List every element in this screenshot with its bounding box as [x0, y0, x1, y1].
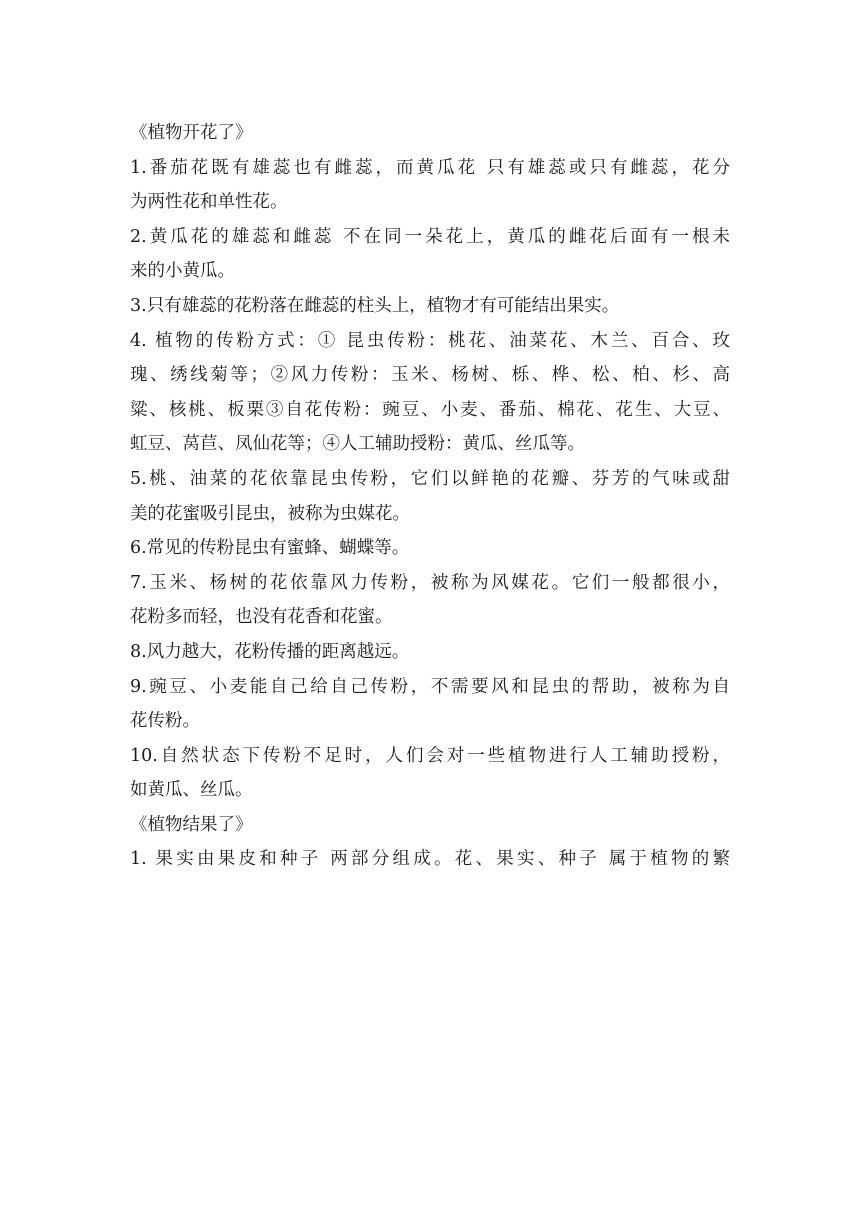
paragraph-line: 5.桃、油菜的花依靠昆虫传粉，它们以鲜艳的花瓣、芬芳的气味或甜: [130, 468, 730, 489]
paragraph-line: 4. 植物的传粉方式：① 昆虫传粉：桃花、油菜花、木兰、百合、玫: [130, 330, 730, 351]
paragraph-line: 1.番茄花既有雄蕊也有雌蕊，而黄瓜花 只有雄蕊或只有雌蕊，花分: [130, 157, 730, 178]
section-title: 《植物开花了》: [130, 123, 253, 143]
paragraph-line: 3.只有雄蕊的花粉落在雌蕊的柱头上，植物才有可能结出果实。: [130, 295, 620, 316]
paragraph-line: 美的花蜜吸引昆虫，被称为虫媒花。: [130, 503, 410, 524]
paragraph-line: 9.豌豆、小麦能自己给自己传粉，不需要风和昆虫的帮助，被称为自: [130, 676, 730, 697]
paragraph-line: 瑰、绣线菊等；②风力传粉：玉米、杨树、栎、桦、松、柏、杉、高: [130, 365, 730, 386]
paragraph-line: 8.风力越大，花粉传播的距离越远。: [130, 641, 410, 662]
paragraph-line: 10.自然状态下传粉不足时，人们会对一些植物进行人工辅助授粉，: [130, 745, 730, 766]
paragraph-line: 花粉多而轻，也没有花香和花蜜。: [130, 607, 393, 628]
paragraph-line: 7.玉米、杨树的花依靠风力传粉，被称为风媒花。它们一般都很小，: [130, 572, 730, 593]
paragraph-line: 花传粉。: [130, 711, 200, 732]
section-title: 《植物结果了》: [130, 814, 253, 835]
paragraph-line: 1. 果实由果皮和种子 两部分组成。花、果实、种子 属于植物的繁: [130, 849, 730, 870]
document-body: [130, 116, 730, 877]
paragraph-line: 6.常见的传粉昆虫有蜜蜂、蝴蝶等。: [130, 538, 410, 559]
paragraph-line: 2.黄瓜花的雄蕊和雌蕊 不在同一朵花上，黄瓜的雌花后面有一根未: [130, 226, 730, 247]
paragraph-line: 来的小黄瓜。: [130, 261, 235, 282]
paragraph-line: 粱、核桃、板栗③自花传粉：豌豆、小麦、番茄、棉花、花生、大豆、: [130, 399, 730, 420]
paragraph-line: 如黄瓜、丝瓜。: [130, 780, 253, 801]
paragraph-line: 为两性花和单性花。: [130, 192, 288, 213]
paragraph-line: 虹豆、莴苣、凤仙花等；④人工辅助授粉：黄瓜、丝瓜等。: [130, 434, 585, 455]
